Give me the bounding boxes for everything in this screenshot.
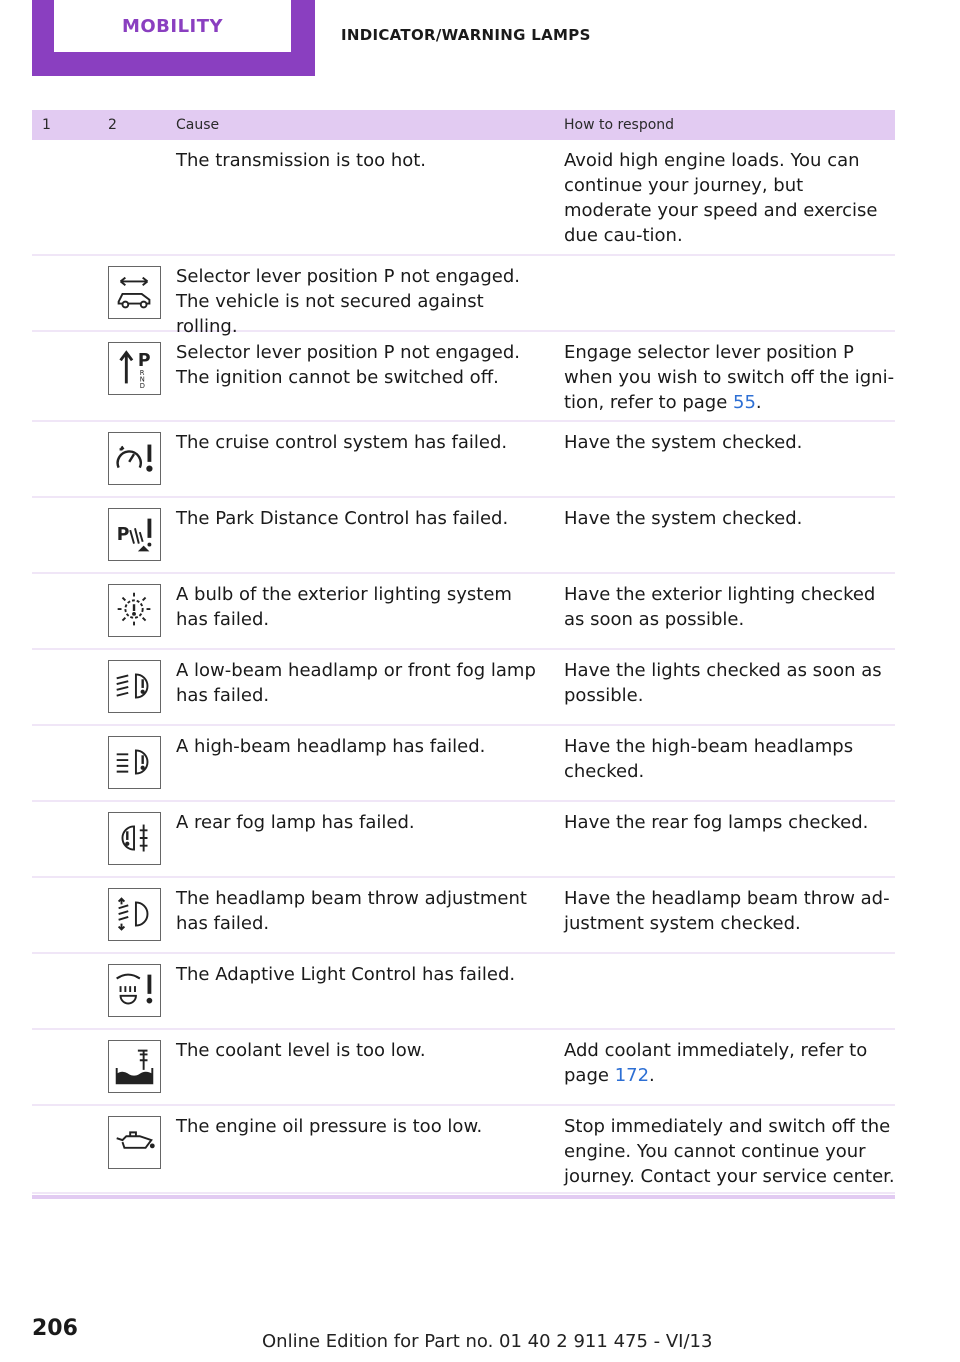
respond-text [564, 1038, 895, 1088]
cause-text: The coolant level is too low. [176, 1040, 426, 1061]
high-beam-warning-icon [108, 736, 161, 789]
adaptive-light-warning-icon [108, 964, 161, 1017]
table-row [32, 802, 895, 878]
low-beam-warning-icon [108, 660, 161, 713]
respond-text: Have the exterior lighting checked as soon as possible. [564, 584, 876, 630]
svg-text:N: N [139, 375, 145, 384]
table-row [32, 422, 895, 498]
cause-text: A high-beam headlamp has failed. [176, 736, 486, 757]
table-row [32, 498, 895, 574]
table-row [32, 726, 895, 802]
respond-text: Have the system checked. [564, 508, 803, 529]
table-row [32, 332, 895, 422]
selector-lever-p-icon [108, 342, 161, 395]
indicator-table [32, 110, 895, 1194]
table-row [32, 650, 895, 726]
section-title: INDICATOR/WARNING LAMPS [341, 26, 591, 44]
svg-text:P: P [116, 524, 130, 545]
oil-pressure-icon [108, 1116, 161, 1169]
respond-text: Have the rear fog lamps checked. [564, 812, 869, 833]
cause-text: The engine oil pressure is too low. [176, 1116, 483, 1137]
svg-text:R: R [139, 368, 145, 377]
column-header-respond: How to respond [564, 117, 675, 133]
page-link[interactable]: 172 [614, 1065, 650, 1086]
table-row [32, 878, 895, 954]
cause-text: A rear fog lamp has failed. [176, 812, 415, 833]
section-tab-label: MOBILITY [54, 0, 291, 52]
respond-text: Stop immediately and switch off the engine. You cannot continue your journey. Contact your service center. [564, 1116, 895, 1187]
column-header-2: 2 [108, 117, 117, 133]
table-bottom-rule [32, 1195, 895, 1199]
respond-text: Have the high-beam headlamps checked. [564, 736, 854, 782]
table-row [32, 574, 895, 650]
respond-text-main: Engage selector lever position P when you wish to switch off the igni-tion, refer to page [564, 342, 895, 413]
page-link[interactable]: 55 [733, 392, 756, 413]
rear-fog-warning-icon [108, 812, 161, 865]
cause-text: Selector lever position P not engaged. The vehicle is not secured against rolling. [176, 266, 520, 337]
table-row [32, 140, 895, 256]
section-tab [32, 0, 315, 76]
table-row [32, 1030, 895, 1106]
cruise-control-warning-icon [108, 432, 161, 485]
respond-text: Avoid high engine loads. You can continue your journey, but moderate your speed and exercise due cau-tion. [564, 150, 878, 246]
column-header-1: 1 [42, 117, 51, 133]
respond-text-main: Add coolant immediately, refer to page [564, 1040, 868, 1086]
park-distance-warning-icon [108, 508, 161, 561]
svg-text:P: P [137, 351, 151, 372]
exterior-bulb-icon [108, 584, 161, 637]
column-header-cause: Cause [176, 117, 220, 133]
cause-text: The Park Distance Control has failed. [176, 508, 509, 529]
table-row [32, 954, 895, 1030]
vehicle-rolling-icon [108, 266, 161, 319]
respond-text [564, 340, 895, 415]
edition-footer: Online Edition for Part no. 01 40 2 911 475 - VI/13 [262, 1331, 713, 1352]
beam-throw-adjust-icon [108, 888, 161, 941]
cause-text: Selector lever position P not engaged. The ignition cannot be switched off. [176, 342, 520, 388]
respond-text: Have the lights checked as soon as possible. [564, 660, 882, 706]
page-number: 206 [32, 1316, 78, 1341]
cause-text: The cruise control system has failed. [176, 432, 508, 453]
respond-text-end: . [649, 1065, 655, 1086]
coolant-level-icon [108, 1040, 161, 1093]
cause-text: A bulb of the exterior lighting system has failed. [176, 584, 512, 630]
table-row [32, 256, 895, 337]
cause-text: The transmission is too hot. [176, 150, 427, 171]
respond-text: Have the headlamp beam throw ad-justment system checked. [564, 888, 890, 934]
cause-text: A low-beam headlamp or front fog lamp has failed. [176, 660, 536, 706]
svg-text:D: D [139, 382, 145, 391]
table-header [32, 110, 895, 140]
table-row [32, 1106, 895, 1194]
cause-text: The headlamp beam throw adjustment has failed. [176, 888, 527, 934]
respond-text-end: . [755, 392, 762, 413]
cause-text: The Adaptive Light Control has failed. [176, 964, 516, 985]
respond-text: Have the system checked. [564, 432, 803, 453]
